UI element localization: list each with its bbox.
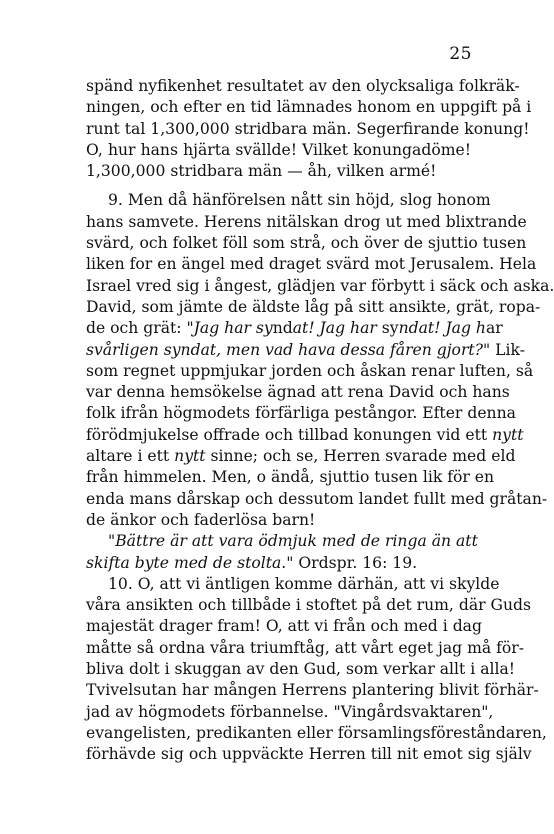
- text-line: majestät drager fram! O, att vi från och med i dag: [86, 617, 482, 636]
- text-line: liken for en ängel med draget svärd mot Jerusalem. Hela: [86, 255, 537, 274]
- text-line: "Bättre är att vara ödmjuk med de ringa än att: [108, 532, 478, 551]
- text-line: enda mans dårskap och dessutom landet fullt med gråtan-: [86, 489, 548, 508]
- text-line: förhävde sig och uppväckte Herren till nit emot sig själv: [86, 745, 532, 764]
- paragraph-gap: [86, 182, 471, 190]
- text-line: spänd nyfikenhet resultatet av den olycksaliga folkräk-: [86, 77, 520, 95]
- text-line: altare i ett nytt sinne; och se, Herren svarade med eld: [86, 447, 516, 466]
- text-line: svårligen syndat, men vad hava dessa fåren gjort?" Lik-: [86, 340, 525, 359]
- text-line: skifta byte med de stolta." Ordspr. 16: 19.: [86, 553, 418, 572]
- text-line: svärd, och folket föll som strå, och över de sjuttio tusen: [86, 234, 527, 253]
- text-line: var denna hemsökelse ägnad att rena David och hans: [86, 383, 510, 402]
- text-line: ningen, och efter en tid lämnades honom en uppgift på i: [86, 98, 532, 117]
- text-line: våra ansikten och tillbåde i stoftet på det rum, där Guds: [86, 596, 532, 615]
- text-line: runt tal 1,300,000 stridbara män. Segerfirande konung!: [86, 119, 530, 138]
- text-line: folk ifrån högmodets förfärliga pestångor. Efter denna: [86, 404, 516, 423]
- text-line: jad av högmodets förbannelse. "Vingårdsvaktaren",: [86, 702, 494, 721]
- text-line: David, som jämte de äldste låg på sitt ansikte, grät, ropa-: [86, 297, 541, 316]
- text-line: Israel vred sig i ångest, glädjen var förbytt i säck och aska.: [86, 276, 554, 295]
- text-line: hans samvete. Herens nitälskan drog ut med blixtrande: [86, 212, 527, 231]
- text-line: förödmjukelse offrade och tillbad konungen vid ett nytt: [86, 425, 524, 444]
- text-line: de änkor och faderlösa barn!: [86, 510, 316, 529]
- page-number: 25: [449, 44, 472, 64]
- text-line: bliva dolt i skuggan av den Gud, som verkar allt i alla!: [86, 660, 516, 679]
- text-line: de och grät: "Jag har syndat! Jag har syndat! Jag har: [86, 319, 503, 338]
- text-line: som regnet uppmjukar jorden och åskan renar luften, så: [86, 361, 534, 380]
- text-line: Tvivelsutan har mången Herrens plantering blivit förhär-: [86, 681, 539, 700]
- text-line: evangelisten, predikanten eller församlingsföreståndaren,: [86, 723, 547, 742]
- text-line: från himmelen. Men, o ändå, sjuttio tusen lik för en: [86, 468, 495, 487]
- text-line: O, hur hans hjärta svällde! Vilket konungadöme!: [86, 140, 471, 159]
- text-line: 1,300,000 stridbara män — åh, vilken armé!: [86, 162, 437, 181]
- text-line: måtte så ordna våra triumftåg, att vårt eget jag må för-: [86, 638, 524, 657]
- text-line: 10. O, att vi äntligen komme därhän, att vi skylde: [108, 574, 500, 593]
- body-text: [86, 76, 554, 766]
- text-line: 9. Men då hänförelsen nått sin höjd, slog honom: [108, 191, 491, 210]
